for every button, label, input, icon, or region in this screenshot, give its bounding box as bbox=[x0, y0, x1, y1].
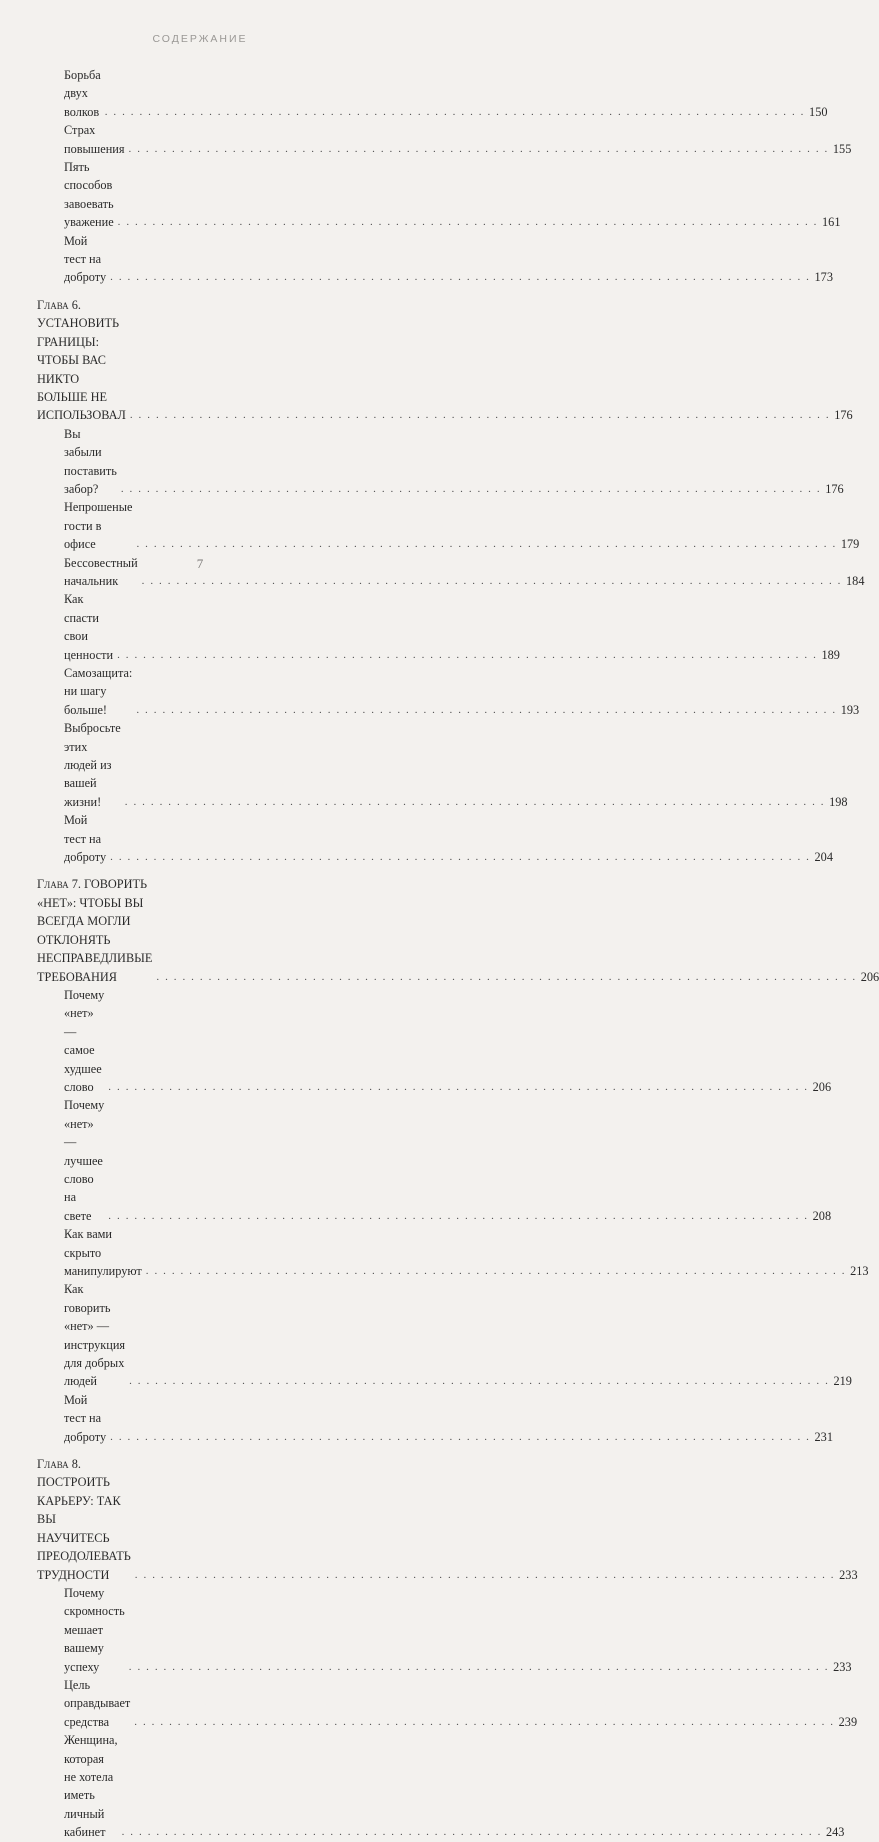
toc-entry bbox=[64, 1584, 852, 1676]
dot-leader bbox=[134, 1713, 834, 1731]
toc-entry-title: Бессовестный начальник bbox=[64, 555, 138, 588]
toc-entry bbox=[64, 1225, 869, 1280]
dot-leader bbox=[110, 1428, 810, 1446]
toc-entry-page: 161 bbox=[822, 215, 841, 230]
dot-leader bbox=[156, 968, 856, 986]
toc-entry bbox=[64, 1391, 833, 1446]
dot-leader bbox=[118, 213, 818, 231]
toc-entry-title: Мой тест на доброту bbox=[64, 233, 107, 285]
toc-entry bbox=[64, 158, 841, 232]
toc-entry-page: 155 bbox=[832, 141, 852, 156]
toc-chapter-title: Глава 6. УСТАНОВИТЬ ГРАНИЦЫ: ЧТОБЫ ВАС НИКТО БОЛЬШЕ НЕ ИСПОЛЬЗОВАЛ bbox=[37, 297, 126, 423]
dot-leader bbox=[121, 480, 821, 498]
toc-entry-page: 213 bbox=[850, 1264, 869, 1278]
toc-entry-page: 208 bbox=[812, 1208, 832, 1223]
toc-entry-title: Пять способов завоевать уважение bbox=[64, 160, 114, 230]
dot-leader bbox=[130, 406, 830, 424]
dot-leader bbox=[129, 1372, 829, 1390]
toc-entry-page: 193 bbox=[840, 702, 860, 717]
dot-leader bbox=[108, 1207, 808, 1225]
toc-entry-title: Мой тест на доброту bbox=[64, 813, 107, 865]
page-header: СОДЕРЖАНИЕ bbox=[152, 33, 248, 45]
page-number: 7 bbox=[196, 556, 204, 571]
toc-entry-title: Страх повышения bbox=[64, 123, 125, 156]
toc-entry bbox=[64, 1731, 845, 1841]
toc-entry bbox=[64, 425, 844, 499]
toc-entry-page: 173 bbox=[814, 270, 833, 285]
toc-entry bbox=[64, 986, 832, 1096]
dot-leader bbox=[146, 1262, 846, 1280]
toc-entry-page: 219 bbox=[833, 1374, 852, 1389]
toc-entry-page: 243 bbox=[825, 1825, 845, 1840]
toc-entry-page: 239 bbox=[838, 1714, 858, 1729]
toc-entry bbox=[64, 590, 840, 664]
toc-entry-page: 179 bbox=[840, 537, 860, 552]
toc-chapter-title: Глава 8. ПОСТРОИТЬ КАРЬЕРУ: ТАК ВЫ НАУЧИТЕСЬ ПРЕОДОЛЕВАТЬ ТРУДНОСТИ bbox=[37, 1457, 131, 1582]
toc-chapter bbox=[37, 875, 879, 985]
toc-entry bbox=[64, 811, 833, 866]
dot-leader bbox=[125, 793, 825, 811]
toc-entry-title: Почему скромность мешает вашему успеху bbox=[64, 1585, 125, 1674]
dot-leader bbox=[136, 701, 836, 719]
toc-entry-page: 198 bbox=[829, 794, 848, 809]
toc-entry-title: Вы забыли поставить забор? bbox=[64, 426, 117, 496]
toc-entry-page: 189 bbox=[821, 647, 840, 662]
toc-entry bbox=[64, 121, 852, 158]
toc-entry-page: 176 bbox=[825, 481, 844, 496]
dot-leader bbox=[142, 572, 842, 590]
toc-entry-page: 184 bbox=[846, 573, 865, 588]
toc-entry-title: Самозащита: ни шагу больше! bbox=[64, 666, 133, 717]
toc-entry bbox=[64, 664, 860, 719]
toc-entry-page: 206 bbox=[812, 1079, 832, 1094]
toc-entry bbox=[64, 719, 848, 811]
toc-entry-title: Мой тест на доброту bbox=[64, 1392, 107, 1444]
toc-entry-title: Борьба двух волков bbox=[64, 68, 101, 119]
toc-entry bbox=[64, 232, 833, 287]
toc-entry-title: Женщина, которая не хотела иметь личный кабинет bbox=[64, 1733, 118, 1840]
dot-leader bbox=[129, 1658, 829, 1676]
toc-entry bbox=[64, 66, 828, 121]
dot-leader bbox=[105, 103, 805, 121]
dot-leader bbox=[135, 1566, 835, 1584]
toc-entry-title: Как вами скрыто манипулируют bbox=[64, 1227, 142, 1278]
dot-leader bbox=[108, 1078, 808, 1096]
toc-entry bbox=[64, 498, 860, 553]
toc-chapter bbox=[37, 1455, 858, 1584]
toc-entry bbox=[64, 1280, 852, 1390]
toc-entry-page: 150 bbox=[809, 104, 828, 119]
toc-entry bbox=[64, 1096, 832, 1225]
dot-leader bbox=[110, 268, 810, 286]
toc-entry-title: Как спасти свои ценности bbox=[64, 592, 114, 662]
toc-entry-title: Как говорить «нет» — инструкция для добрых людей bbox=[64, 1282, 126, 1389]
toc-entry-title: Выбросьте этих людей из вашей жизни! bbox=[64, 721, 121, 809]
dot-leader bbox=[136, 535, 836, 553]
toc-entry-title: Почему «нет» — лучшее слово на свете bbox=[64, 1098, 105, 1223]
toc-chapter-page: 233 bbox=[839, 1567, 858, 1582]
toc-chapter-page: 206 bbox=[860, 969, 879, 984]
toc-chapter-title: Глава 7. ГОВОРИТЬ «НЕТ»: ЧТОБЫ ВЫ ВСЕГДА МОГЛИ ОТКЛОНЯТЬ НЕСПРАВЕДЛИВЫЕ ТРЕБОВАНИЯ bbox=[37, 877, 153, 984]
toc-chapter-page: 176 bbox=[834, 408, 853, 423]
dot-leader bbox=[129, 140, 829, 158]
table-of-contents bbox=[37, 66, 879, 1842]
toc-entry-page: 231 bbox=[814, 1429, 833, 1444]
toc-entry bbox=[64, 1676, 858, 1731]
dot-leader bbox=[122, 1823, 822, 1841]
dot-leader bbox=[110, 848, 810, 866]
toc-entry-title: Почему «нет» — самое худшее слово bbox=[64, 987, 105, 1094]
toc-entry-title: Цель оправдывает средства bbox=[64, 1677, 131, 1729]
dot-leader bbox=[117, 646, 817, 664]
toc-entry-title: Непрошеные гости в офисе bbox=[64, 500, 133, 552]
toc-entry-page: 204 bbox=[814, 850, 833, 865]
toc-entry-page: 233 bbox=[833, 1659, 852, 1674]
toc-chapter bbox=[37, 296, 853, 425]
